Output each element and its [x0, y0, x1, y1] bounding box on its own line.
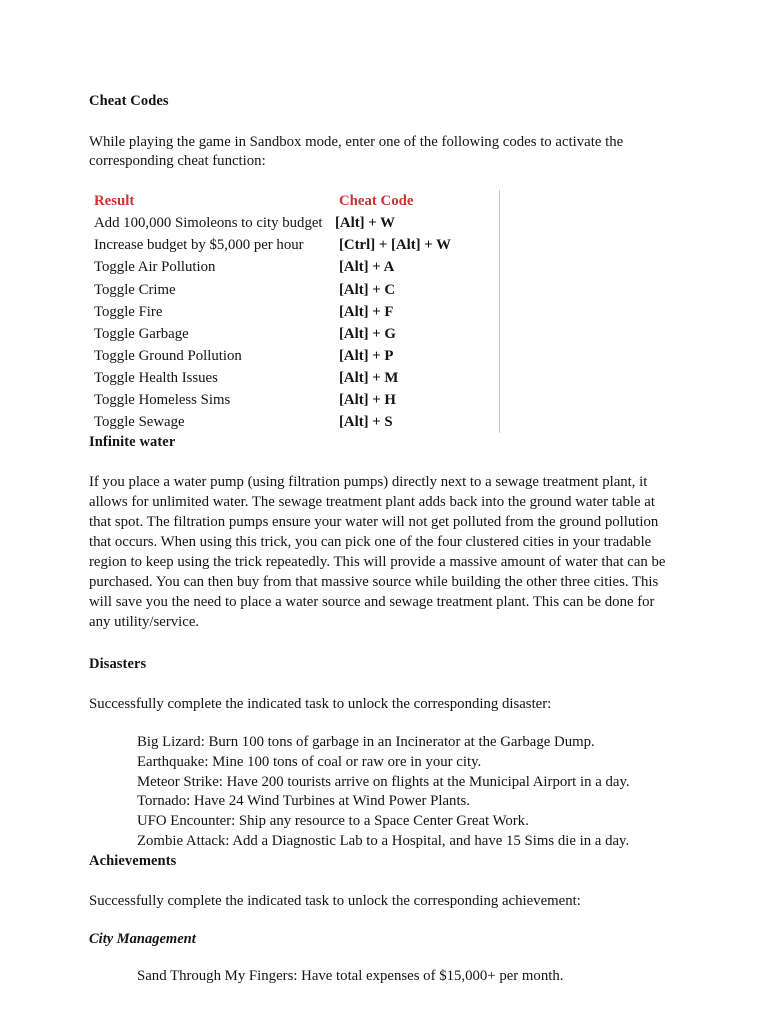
cell-cheat-code: [Alt] + F	[334, 301, 500, 323]
table-row	[89, 301, 500, 323]
table-row	[89, 367, 500, 389]
list-item: Zombie Attack: Add a Diagnostic Lab to a Hospital, and have 15 Sims die in a day.	[137, 833, 630, 850]
spacer	[89, 715, 679, 733]
document-content	[89, 92, 679, 987]
disaster-list	[89, 733, 679, 852]
spacer	[89, 673, 679, 695]
cell-cheat-code: [Alt] + S	[334, 411, 500, 433]
cell-result: Toggle Fire	[94, 303, 163, 320]
cell-result: Toggle Air Pollution	[94, 259, 216, 276]
table-row	[89, 256, 500, 278]
list-item: Sand Through My Fingers: Have total expenses of $15,000+ per month.	[137, 968, 564, 985]
cell-cheat-code: [Alt] + H	[334, 389, 500, 411]
list-item: Meteor Strike: Have 200 tourists arrive on flights at the Municipal Airport in a day.	[137, 773, 630, 790]
heading-achievements: Achievements	[89, 852, 177, 869]
table-row	[89, 411, 500, 433]
cheat-code-table-body	[89, 212, 500, 432]
table-row	[89, 212, 500, 234]
column-header-result: Result	[94, 193, 135, 210]
paragraph-achievements-intro: Successfully complete the indicated task to unlock the corresponding achievement:	[89, 893, 581, 910]
column-header-cheat-code: Cheat Code	[334, 190, 500, 212]
spacer	[89, 870, 679, 892]
cheat-code-table	[89, 190, 500, 433]
cell-cheat-code: [Alt] + G	[334, 323, 500, 345]
spacer	[89, 633, 679, 655]
list-item: Big Lizard: Burn 100 tons of garbage in an Incinerator at the Garbage Dump.	[137, 733, 595, 750]
heading-cheat-codes: Cheat Codes	[89, 93, 169, 109]
paragraph-infinite-water: If you place a water pump (using filtration pumps) directly next to a sewage treatment plant, it allows for unlimited water. The sewage treatment plant adds back into the ground water table at that spot. The filtration pumps ensure your water will not get polluted from the ground pollution that occurs. When using this trick, you can pick one of the four clustered cities in your tradable region to keep using the trick repeatedly. This will provide a massive amount of water that can be purchased. You can then buy from that massive source while building the other three cities. This will save you the need to place a water source and sewage treatment plant. This can be done for any utility/service.	[89, 474, 666, 630]
cell-cheat-code: [Alt] + A	[334, 256, 500, 278]
table-header-row	[89, 190, 500, 212]
list-item: Tornado: Have 24 Wind Turbines at Wind Power Plants.	[137, 793, 471, 810]
cell-result: Toggle Garbage	[94, 325, 189, 342]
cheat-code-table-head	[89, 190, 500, 212]
subheading-city-management: City Management	[89, 931, 196, 948]
cell-cheat-code: [Ctrl] + [Alt] + W	[334, 234, 500, 256]
cell-cheat-code: [Alt] + W	[334, 212, 500, 234]
spacer	[89, 172, 679, 190]
table-row	[89, 323, 500, 345]
paragraph-disasters-intro: Successfully complete the indicated task to unlock the corresponding disaster:	[89, 696, 552, 713]
table-row	[89, 345, 500, 367]
spacer	[89, 451, 679, 473]
spacer	[89, 949, 679, 967]
cell-result: Add 100,000 Simoleons to city budget	[94, 215, 323, 232]
table-row	[89, 279, 500, 301]
cell-cheat-code: [Alt] + P	[334, 345, 500, 367]
spacer	[89, 912, 679, 930]
spacer	[89, 111, 679, 133]
cell-result: Toggle Crime	[94, 281, 176, 298]
cell-result: Toggle Health Issues	[94, 369, 218, 386]
cell-result: Toggle Ground Pollution	[94, 347, 242, 364]
heading-infinite-water: Infinite water	[89, 433, 176, 450]
heading-disasters: Disasters	[89, 655, 147, 672]
cell-result: Increase budget by $5,000 per hour	[94, 237, 304, 254]
cell-cheat-code: [Alt] + C	[334, 279, 500, 301]
achievement-list	[89, 967, 679, 987]
list-item: Earthquake: Mine 100 tons of coal or raw ore in your city.	[137, 753, 482, 770]
cell-cheat-code: [Alt] + M	[334, 367, 500, 389]
paragraph-cheat-codes-intro: While playing the game in Sandbox mode, enter one of the following codes to activate the corresponding cheat function:	[89, 133, 624, 170]
list-item: UFO Encounter: Ship any resource to a Space Center Great Work.	[137, 813, 529, 830]
cell-result: Toggle Sewage	[94, 413, 185, 430]
cell-result: Toggle Homeless Sims	[94, 391, 231, 408]
table-row	[89, 389, 500, 411]
table-row	[89, 234, 500, 256]
